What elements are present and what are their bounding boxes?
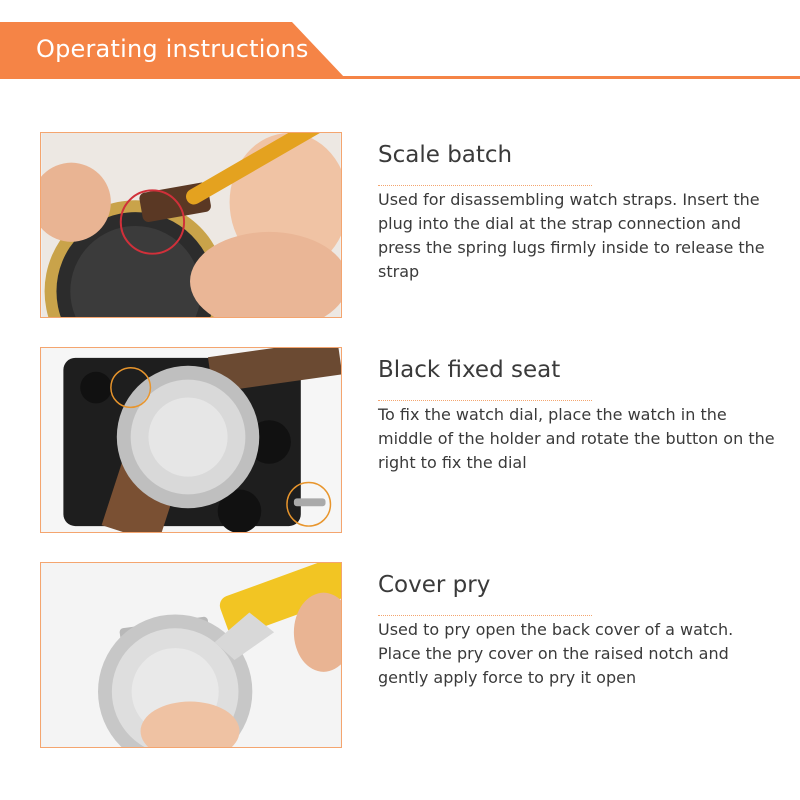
section-title: Cover pry [378,572,491,598]
section-description: To fix the watch dial, place the watch in the middle of the holder and rotate the button on the right to fix the dial [378,405,775,472]
section-description: Used to pry open the back cover of a watch. Place the pry cover on the raised notch and gently apply force to pry it open [378,620,734,687]
dotted-divider [378,400,592,401]
section-black-fixed-seat [0,347,800,533]
section-description: Used for disassembling watch straps. Insert the plug into the dial at the strap connection and press the spring lugs firmly inside to release the strap [378,190,765,281]
scale-batch-photo [40,132,342,318]
black-fixed-seat-photo [40,347,342,533]
section-title: Scale batch [378,142,513,168]
section-cover-pry [0,562,800,748]
section-scale-batch [0,132,800,318]
section-title: Black fixed seat [378,357,561,383]
scale-batch-illustration [41,133,341,317]
header-banner [0,0,800,90]
header-rule [0,76,800,79]
cover-pry-illustration [41,563,341,747]
fixed-seat-illustration [41,348,341,532]
dotted-divider [378,615,592,616]
page-title: Operating instructions [36,35,309,63]
dotted-divider [378,185,592,186]
cover-pry-photo [40,562,342,748]
